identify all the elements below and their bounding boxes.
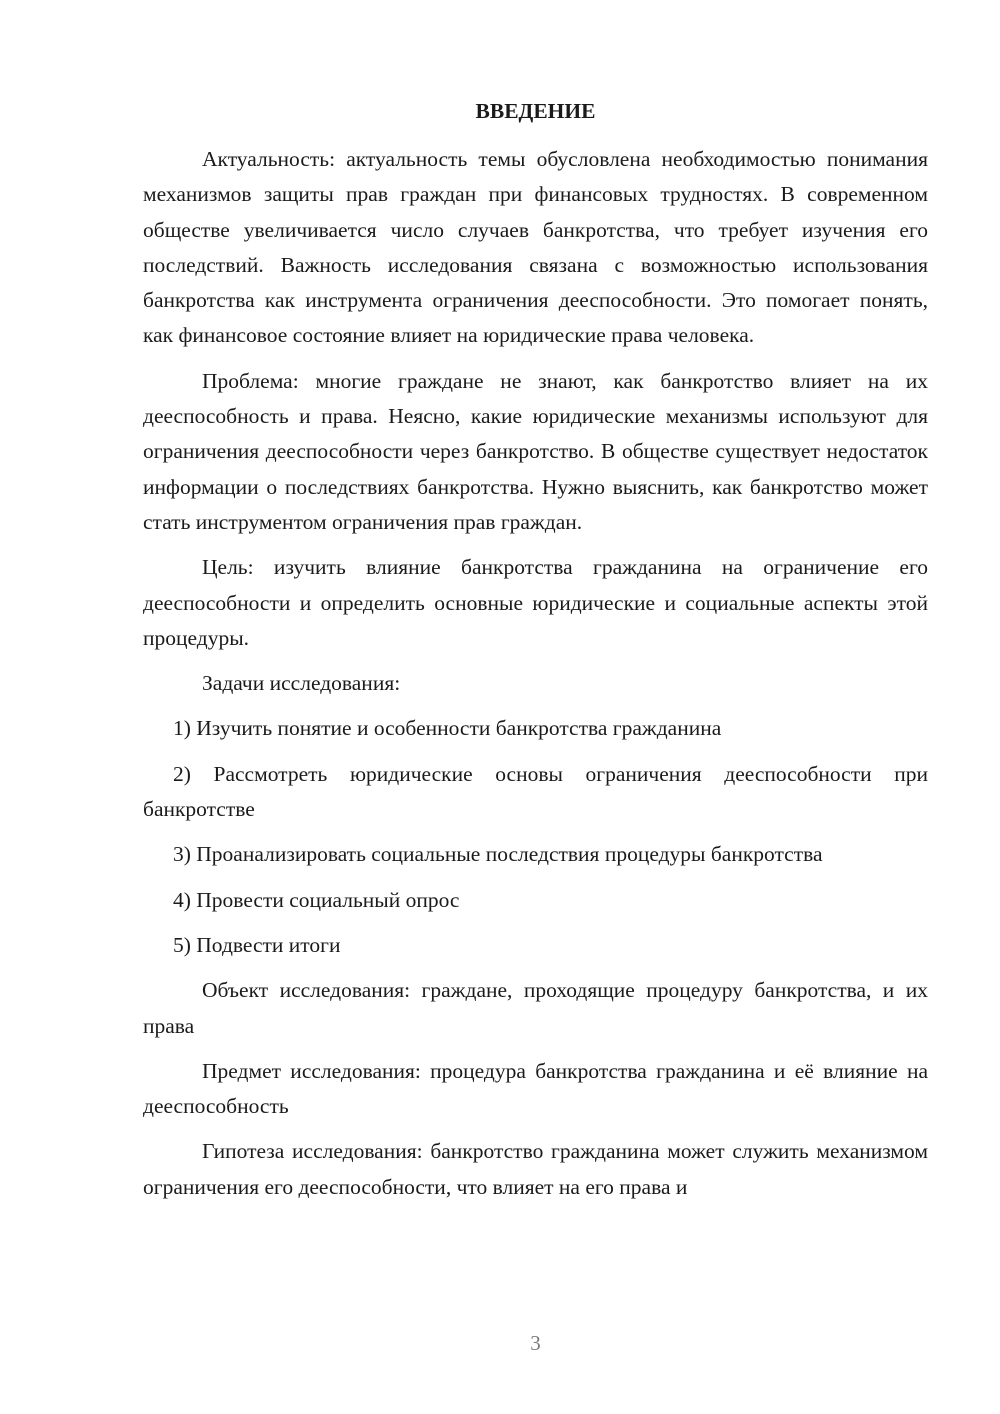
task-item: 2) Рассмотреть юридические основы ограничения дееспособности при банкротстве: [143, 761, 928, 822]
task-item: 1) Изучить понятие и особенности банкротства гражданина: [173, 716, 722, 741]
problem-paragraph: Проблема: многие граждане не знают, как банкротство влияет на их дееспособность и права. Неясно, какие юридические механизмы используют для ограничения дееспособности через банкротство. В обществе существует недостаток информации о последствиях банкротства. Нужно выяснить, как банкротство может стать инструментом ограничения прав граждан.: [143, 368, 928, 534]
task-item: 4) Провести социальный опрос: [173, 887, 460, 912]
object-paragraph: Объект исследования: граждане, проходящие процедуру банкротства, и их права: [143, 978, 928, 1038]
subject-paragraph: Предмет исследования: процедура банкротства гражданина и её влияние на дееспособность: [143, 1058, 928, 1119]
task-item: 3) Проанализировать социальные последствия процедуры банкротства: [173, 842, 823, 867]
task-item: 5) Подвести итоги: [173, 932, 341, 957]
page-number: 3: [530, 1331, 541, 1355]
hypothesis-paragraph: Гипотеза исследования: банкротство гражданина может служить механизмом ограничения его дееспособности, что влияет на его права и: [143, 1139, 928, 1199]
document-body: [143, 94, 928, 1215]
tasks-heading: Задачи исследования:: [202, 671, 401, 696]
relevance-paragraph: Актуальность: актуальность темы обусловлена необходимостью понимания механизмов защиты прав граждан при финансовых трудностях. В современном обществе увеличивается число случаев банкротства, что требует изучения его последствий. Важность исследования связана с возможностью использования банкротства как инструмента ограничения дееспособности. Это помогает понять, как финансовое состояние влияет на юридические права человека.: [143, 147, 928, 348]
goal-paragraph: Цель: изучить влияние банкротства гражданина на ограничение его дееспособности и определить основные юридические и социальные аспекты этой процедуры.: [143, 555, 928, 650]
section-heading: ВВЕДЕНИЕ: [475, 99, 596, 123]
